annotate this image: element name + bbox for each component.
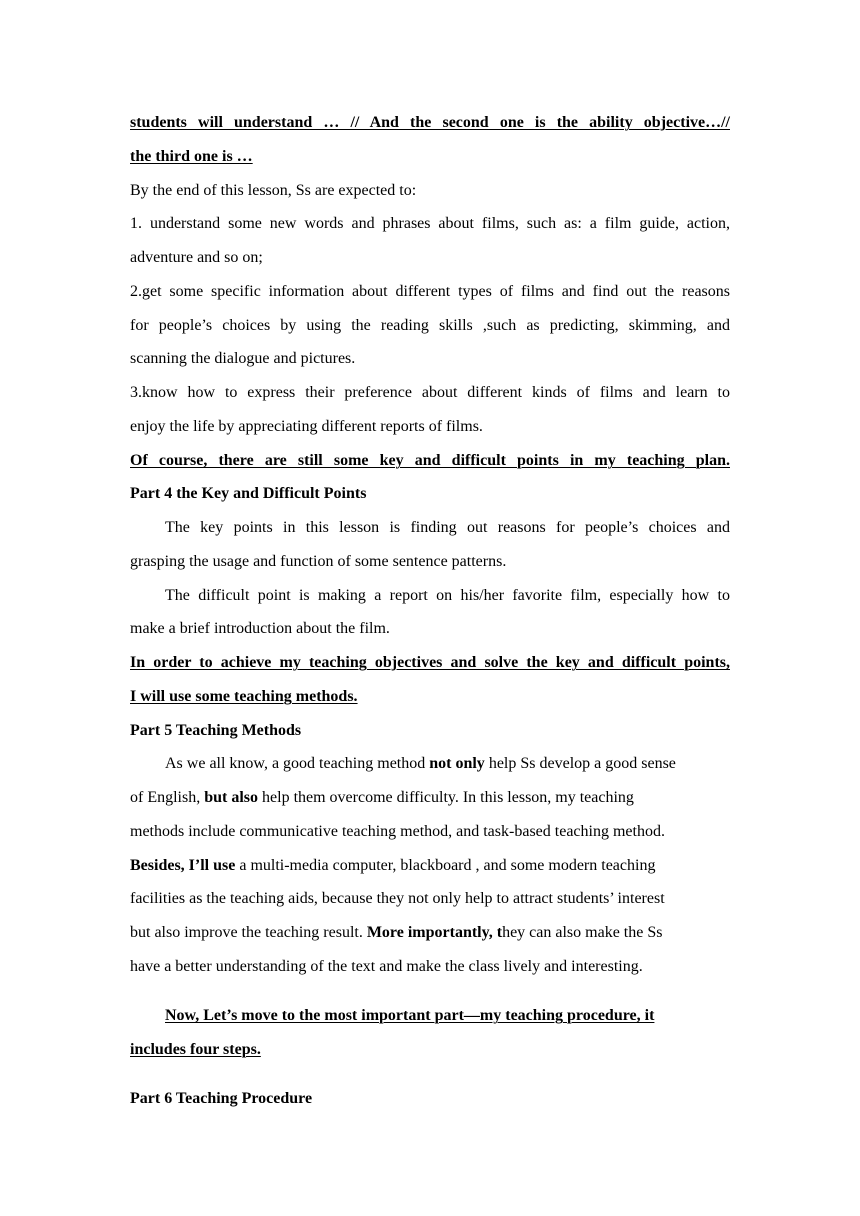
methods-paragraph-line: but also improve the teaching result. More importantly, they can also make the Ss [130, 924, 663, 941]
objective-2-line: for people’s choices by using the reading skills ,such as predicting, skimming, and [130, 317, 730, 334]
key-points-paragraph-line: grasping the usage and function of some sentence patterns. [130, 553, 507, 570]
objective-2-line: scanning the dialogue and pictures. [130, 350, 356, 367]
methods-paragraph-line: Besides, I’ll use a multi-media computer, blackboard , and some modern teaching [130, 857, 656, 874]
methods-transition-line: I will use some teaching methods. [130, 688, 358, 705]
objective-3-line: enjoy the life by appreciating different reports of films. [130, 418, 483, 435]
key-points-paragraph-line: The key points in this lesson is finding out reasons for people’s choices and [165, 519, 730, 536]
part6-heading: Part 6 Teaching Procedure [130, 1090, 313, 1107]
methods-paragraph-line: of English, but also help them overcome difficulty. In this lesson, my teaching [130, 789, 634, 806]
difficult-point-paragraph-line: The difficult point is making a report on his/her favorite film, especially how to [165, 587, 730, 604]
objective-1-line: adventure and so on; [130, 249, 263, 266]
objectives-transition-line: students will understand … // And the second one is the ability objective…// [130, 114, 730, 131]
part5-heading: Part 5 Teaching Methods [130, 722, 302, 739]
objective-3-line: 3.know how to express their preference about different kinds of films and learn to [130, 384, 730, 401]
procedure-transition-line: includes four steps. [130, 1041, 261, 1058]
methods-transition-line: In order to achieve my teaching objectives and solve the key and difficult points, [130, 654, 730, 671]
part4-heading: Part 4 the Key and Difficult Points [130, 485, 367, 502]
objective-1-line: 1. understand some new words and phrases about films, such as: a film guide, action, [130, 215, 730, 232]
methods-paragraph-line: have a better understanding of the text and make the class lively and interesting. [130, 958, 643, 975]
methods-paragraph-line: methods include communicative teaching method, and task-based teaching method. [130, 823, 665, 840]
key-points-transition: Of course, there are still some key and difficult points in my teaching plan. [130, 452, 730, 469]
objective-2-line: 2.get some specific information about different types of films and find out the reasons [130, 283, 730, 300]
difficult-point-paragraph-line: make a brief introduction about the film. [130, 620, 390, 637]
methods-paragraph-line: facilities as the teaching aids, because they not only help to attract students’ interest [130, 890, 665, 907]
methods-paragraph-line: As we all know, a good teaching method not only help Ss develop a good sense [165, 755, 676, 772]
objectives-intro: By the end of this lesson, Ss are expected to: [130, 182, 417, 199]
procedure-transition-line: Now, Let’s move to the most important part—my teaching procedure, it [165, 1007, 655, 1024]
objectives-transition-line: the third one is … [130, 148, 253, 165]
